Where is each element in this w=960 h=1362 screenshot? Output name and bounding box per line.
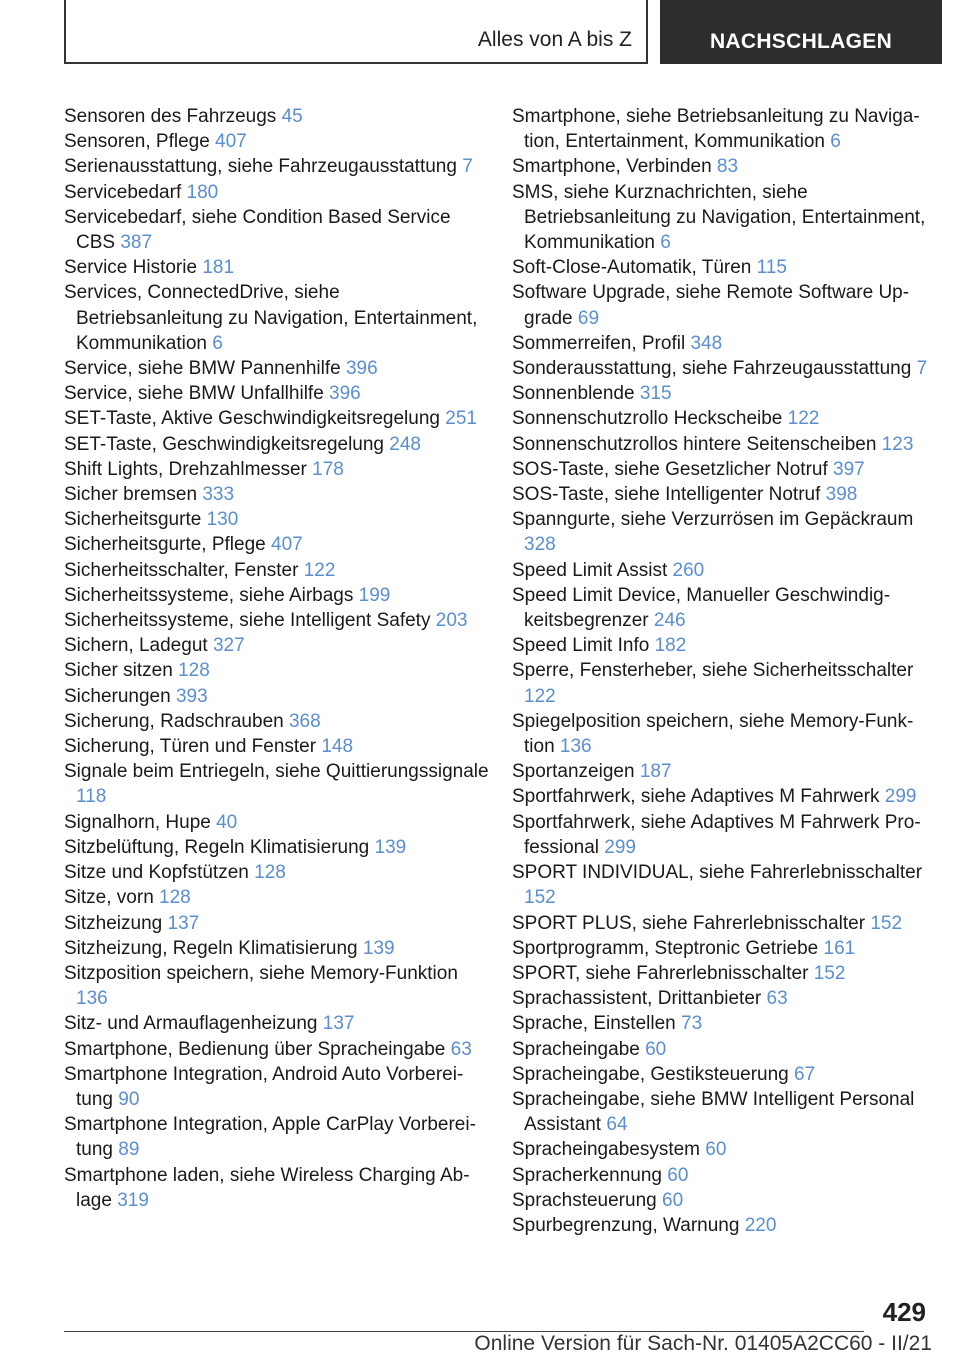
index-term: SPORT INDIVIDUAL, siehe Fahrerlebnisschalter <box>512 862 923 884</box>
index-term: Sonnenschutzrollo Heckscheibe <box>512 408 783 430</box>
page-reference-link[interactable]: 407 <box>215 131 247 153</box>
index-entry <box>64 180 490 205</box>
index-term: Smartphone laden, siehe Wireless Charging Ablage <box>64 1164 470 1211</box>
footer-version-text: Online Version für Sach-Nr. 01405A2CC60 - II/21 <box>474 1332 932 1355</box>
page-reference-link[interactable]: 327 <box>212 635 245 657</box>
page-reference-link[interactable]: 139 <box>362 937 395 959</box>
index-entry <box>64 280 490 356</box>
section-header-box <box>64 0 648 64</box>
index-entry <box>512 1188 932 1213</box>
page-reference-link[interactable]: 299 <box>604 836 636 858</box>
index-entry <box>512 1137 932 1162</box>
page-reference-link[interactable]: 137 <box>322 1013 355 1035</box>
index-term: Sicherheitsgurte <box>64 509 202 531</box>
index-term: Smartphone, Bedienung über Spracheingabe <box>64 1038 446 1060</box>
page-reference-link[interactable]: 63 <box>766 988 788 1010</box>
index-entry <box>64 205 490 255</box>
index-term: Software Upgrade, siehe Remote Software Upgrade <box>512 282 910 329</box>
index-term: Sportanzeigen <box>512 761 635 783</box>
index-entry <box>64 583 490 608</box>
index-term: Spracheingabe, Gestiksteuerung <box>512 1063 789 1085</box>
index-entry <box>512 810 932 860</box>
index-term: SPORT PLUS, siehe Fahrerlebnisschalter <box>512 912 866 934</box>
index-entry <box>512 432 932 457</box>
page-reference-link[interactable]: 90 <box>118 1088 140 1110</box>
index-term: SET-Taste, Geschwindigkeitsregelung <box>64 433 384 455</box>
page-reference-link[interactable]: 396 <box>345 358 378 380</box>
page-reference-link[interactable]: 248 <box>389 433 421 455</box>
index-entry <box>64 356 490 381</box>
index-term: Sprache, Einstellen <box>512 1013 676 1035</box>
page-reference-link[interactable]: 60 <box>667 1164 689 1186</box>
index-entry <box>512 860 932 910</box>
index-entry <box>512 331 932 356</box>
page-reference-link[interactable]: 152 <box>524 887 556 909</box>
index-term: Spracheingabe, siehe BMW Intelligent Personal Assistant <box>512 1088 915 1136</box>
index-term: Service Historie <box>64 257 198 279</box>
index-term: Sitzbelüftung, Regeln Klimatisierung <box>64 836 370 858</box>
page-reference-link[interactable]: 333 <box>202 484 235 506</box>
index-term: Service, siehe BMW Unfallhilfe <box>64 383 324 405</box>
page-reference-link[interactable]: 260 <box>672 559 705 581</box>
page-reference-link[interactable]: 6 <box>660 232 671 254</box>
index-entry <box>512 1087 932 1137</box>
page-reference-link[interactable]: 63 <box>450 1038 472 1060</box>
page-reference-link[interactable]: 7 <box>916 358 928 380</box>
index-entry <box>64 129 490 154</box>
index-entry <box>64 1062 490 1112</box>
index-term: Spracherkennung <box>512 1164 662 1186</box>
index-entry <box>512 633 932 658</box>
index-entry <box>512 936 932 961</box>
page-reference-link[interactable]: 118 <box>76 786 107 808</box>
index-term: Sensoren des Fahrzeugs <box>64 106 277 127</box>
page-reference-link[interactable]: 123 <box>881 433 914 455</box>
index-entry <box>64 709 490 734</box>
index-entry <box>512 154 932 179</box>
index-entry <box>512 961 932 986</box>
page-reference-link[interactable]: 40 <box>216 811 238 833</box>
page-reference-link[interactable]: 203 <box>435 610 468 632</box>
index-term: Serienausstattung, siehe Fahrzeugausstattung <box>64 156 457 178</box>
page-reference-link[interactable]: 60 <box>662 1189 684 1211</box>
page-reference-link[interactable]: 368 <box>288 710 321 732</box>
index-term: Service, siehe BMW Pannenhilfe <box>64 358 341 380</box>
index-column-right <box>512 104 932 1238</box>
page-reference-link[interactable]: 122 <box>524 685 556 707</box>
index-entry <box>512 658 932 708</box>
index-entry <box>64 255 490 280</box>
index-entry <box>512 759 932 784</box>
index-term: Smartphone Integration, Apple CarPlay Vorbereitung <box>64 1114 476 1161</box>
page-reference-link[interactable]: 251 <box>445 408 477 430</box>
section-title: Alles von A bis Z <box>477 28 632 51</box>
page-reference-link[interactable]: 182 <box>654 635 687 657</box>
index-term: Sicher sitzen <box>64 660 173 682</box>
index-term: Sensoren, Pflege <box>64 131 210 153</box>
index-entry <box>512 558 932 583</box>
index-entry <box>512 482 932 507</box>
index-entry <box>512 104 932 154</box>
page-reference-link[interactable]: 315 <box>639 383 672 405</box>
page-reference-link[interactable]: 148 <box>321 736 354 758</box>
index-term: Speed Limit Assist <box>512 559 668 581</box>
index-term: Smartphone Integration, Android Auto Vorbereitung <box>64 1063 464 1110</box>
page-reference-link[interactable]: 60 <box>645 1038 667 1060</box>
index-entry <box>512 180 932 256</box>
index-term: Sicherheitsgurte, Pflege <box>64 534 266 556</box>
index-entry <box>64 734 490 759</box>
index-term: SMS, siehe Kurznachrichten, siehe Betriebsanleitung zu Navigation, Entertainment, Kommunikation <box>512 181 926 254</box>
index-entry <box>512 1213 932 1238</box>
index-entry <box>64 1163 490 1213</box>
index-entry <box>64 482 490 507</box>
index-term: Spracheingabesystem <box>512 1139 700 1161</box>
index-entry <box>64 608 490 633</box>
index-term: SOS-Taste, siehe Intelligenter Notruf <box>512 484 821 506</box>
index-entry <box>64 1112 490 1162</box>
index-term: Sicher bremsen <box>64 484 198 506</box>
index-term: Sichern, Ladegut <box>64 635 208 657</box>
index-entry <box>64 406 490 431</box>
index-term: Signalhorn, Hupe <box>64 811 211 833</box>
page-reference-link[interactable]: 199 <box>358 584 391 606</box>
index-entry <box>64 633 490 658</box>
page-reference-link[interactable]: 60 <box>705 1139 727 1161</box>
page-reference-link[interactable]: 246 <box>653 610 686 632</box>
page-reference-link[interactable]: 393 <box>175 685 208 707</box>
index-entry <box>64 759 490 809</box>
index-term: Shift Lights, Drehzahlmesser <box>64 458 307 480</box>
index-entry <box>64 911 490 936</box>
index-entry <box>64 885 490 910</box>
page-reference-link[interactable]: 152 <box>870 912 903 934</box>
page-reference-link[interactable]: 181 <box>202 257 235 279</box>
page-reference-link[interactable]: 128 <box>159 887 191 909</box>
page-reference-link[interactable]: 180 <box>186 181 219 203</box>
index-entry <box>512 381 932 406</box>
index-term: Sitzposition speichern, siehe Memory-Funktion <box>64 962 458 984</box>
index-entry <box>64 1011 490 1036</box>
index-term: Speed Limit Device, Manueller Geschwindigkeitsbegrenzer <box>512 584 891 632</box>
index-term: Sprachsteuerung <box>512 1189 657 1211</box>
index-entry <box>512 784 932 809</box>
index-entry <box>512 457 932 482</box>
page-reference-link[interactable]: 152 <box>813 962 846 984</box>
index-term: Sicherung, Radschrauben <box>64 710 284 732</box>
page-reference-link[interactable]: 128 <box>178 660 210 682</box>
index-term: Speed Limit Info <box>512 635 650 657</box>
page-reference-link[interactable]: 299 <box>884 786 917 808</box>
index-entry <box>64 1037 490 1062</box>
page-reference-link[interactable]: 139 <box>374 836 407 858</box>
index-entry <box>64 684 490 709</box>
index-term: Spanngurte, siehe Verzurrösen im Gepäckraum <box>512 509 914 531</box>
page-reference-link[interactable]: 396 <box>329 383 361 405</box>
page-reference-link[interactable]: 7 <box>462 156 473 178</box>
index-term: Sitzheizung <box>64 912 163 934</box>
index-term: Sitze, vorn <box>64 887 154 909</box>
index-term: Spiegelposition speichern, siehe Memory-Funktion <box>512 710 914 758</box>
page-reference-link[interactable]: 136 <box>559 736 592 758</box>
index-term: Spurbegrenzung, Warnung <box>512 1214 740 1236</box>
index-term: Sprachassistent, Drittanbieter <box>512 988 762 1010</box>
index-term: Servicebedarf, siehe Condition Based Service CBS <box>64 206 451 254</box>
index-entry <box>64 432 490 457</box>
index-entry <box>512 583 932 633</box>
index-term: Sicherungen <box>64 685 171 707</box>
page-reference-link[interactable]: 187 <box>639 761 672 783</box>
page-number: 429 <box>882 1297 926 1327</box>
index-term: Signale beim Entriegeln, siehe Quittierungssignale <box>64 761 489 783</box>
page-reference-link[interactable]: 6 <box>212 332 223 354</box>
index-entry <box>512 356 932 381</box>
index-entry <box>512 1163 932 1188</box>
index-entry <box>512 1037 932 1062</box>
index-term: SPORT, siehe Fahrerlebnisschalter <box>512 962 809 984</box>
index-term: Services, ConnectedDrive, siehe Betriebsanleitung zu Navigation, Entertainment, Kommunikation <box>64 282 478 354</box>
page-reference-link[interactable]: 6 <box>830 131 841 153</box>
index-term: Sicherheitssysteme, siehe Intelligent Safety <box>64 610 431 632</box>
index-term: Sitzheizung, Regeln Klimatisierung <box>64 937 358 959</box>
index-entry <box>64 104 490 129</box>
page-reference-link[interactable]: 348 <box>690 332 723 354</box>
index-entry <box>512 507 932 557</box>
page-reference-link[interactable]: 220 <box>744 1214 777 1236</box>
page-reference-link[interactable]: 67 <box>794 1063 816 1085</box>
index-entry <box>64 457 490 482</box>
page-reference-link[interactable]: 398 <box>825 484 858 506</box>
index-term: Sportprogramm, Steptronic Getriebe <box>512 937 819 959</box>
index-entry <box>512 986 932 1011</box>
page-reference-link[interactable]: 178 <box>312 458 344 480</box>
page-reference-link[interactable]: 122 <box>303 559 336 581</box>
index-term: Spracheingabe <box>512 1038 640 1060</box>
index-entry <box>64 658 490 683</box>
page-reference-link[interactable]: 161 <box>823 937 856 959</box>
index-entry <box>64 507 490 532</box>
index-entry <box>512 1011 932 1036</box>
index-term: Sommerreifen, Profil <box>512 332 686 354</box>
index-entry <box>64 936 490 961</box>
index-term: Sitze und Kopfstützen <box>64 862 249 884</box>
page-reference-link[interactable]: 387 <box>120 232 153 254</box>
index-term: Sonnenschutzrollos hintere Seitenscheiben <box>512 433 877 455</box>
index-term: Soft-Close-Automatik, Türen <box>512 257 752 279</box>
page-reference-link[interactable]: 64 <box>606 1114 628 1136</box>
index-entry <box>64 558 490 583</box>
index-term: Smartphone, siehe Betriebsanleitung zu Navigation, Entertainment, Kommunikation <box>512 106 920 153</box>
index-term: Sportfahrwerk, siehe Adaptives M Fahrwerk Professional <box>512 811 921 858</box>
chapter-tab: NACHSCHLAGEN <box>660 0 942 64</box>
index-entry <box>512 255 932 280</box>
index-term: Sicherung, Türen und Fenster <box>64 736 317 758</box>
index-entry <box>64 154 490 179</box>
page-reference-link[interactable]: 128 <box>254 862 286 884</box>
index-entry <box>512 709 932 759</box>
page-reference-link[interactable]: 89 <box>118 1139 140 1161</box>
index-entry <box>512 911 932 936</box>
page-reference-link[interactable]: 45 <box>281 106 303 127</box>
index-term: Sitz- und Armauflagenheizung <box>64 1013 318 1035</box>
index-entry <box>512 1062 932 1087</box>
index-term: Sonderausstattung, siehe Fahrzeugausstattung <box>512 358 912 380</box>
index-term: SOS-Taste, siehe Gesetzlicher Notruf <box>512 458 828 480</box>
page-reference-link[interactable]: 69 <box>577 307 600 329</box>
index-term: Smartphone, Verbinden <box>512 156 712 178</box>
index-entry <box>64 532 490 557</box>
page-reference-link[interactable]: 73 <box>681 1013 703 1035</box>
index-term: Sperre, Fensterheber, siehe Sicherheitsschalter <box>512 660 914 682</box>
page-reference-link[interactable]: 83 <box>716 156 739 178</box>
index-term: Sportfahrwerk, siehe Adaptives M Fahrwerk <box>512 786 880 808</box>
page-reference-link[interactable]: 137 <box>167 912 200 934</box>
page-reference-link[interactable]: 328 <box>524 534 556 556</box>
index-term: SET-Taste, Aktive Geschwindigkeitsregelung <box>64 408 440 430</box>
index-column-left <box>64 104 490 1213</box>
page-reference-link[interactable]: 130 <box>206 509 239 531</box>
page-reference-link[interactable]: 397 <box>833 458 865 480</box>
page-reference-link[interactable]: 122 <box>787 408 820 430</box>
index-entry <box>64 810 490 835</box>
index-term: Servicebedarf <box>64 181 182 203</box>
index-entry <box>64 860 490 885</box>
index-entry <box>64 835 490 860</box>
page-reference-link[interactable]: 407 <box>271 534 303 556</box>
page-reference-link[interactable]: 136 <box>76 988 108 1010</box>
index-term: Sicherheitsschalter, Fenster <box>64 559 299 581</box>
index-term: Sicherheitssysteme, siehe Airbags <box>64 584 354 606</box>
index-entry <box>64 381 490 406</box>
index-entry <box>512 406 932 431</box>
index-entry <box>512 280 932 330</box>
index-entry <box>64 961 490 1011</box>
page-reference-link[interactable]: 319 <box>117 1189 149 1211</box>
page-reference-link[interactable]: 115 <box>756 257 787 279</box>
index-term: Sonnenblende <box>512 383 635 405</box>
